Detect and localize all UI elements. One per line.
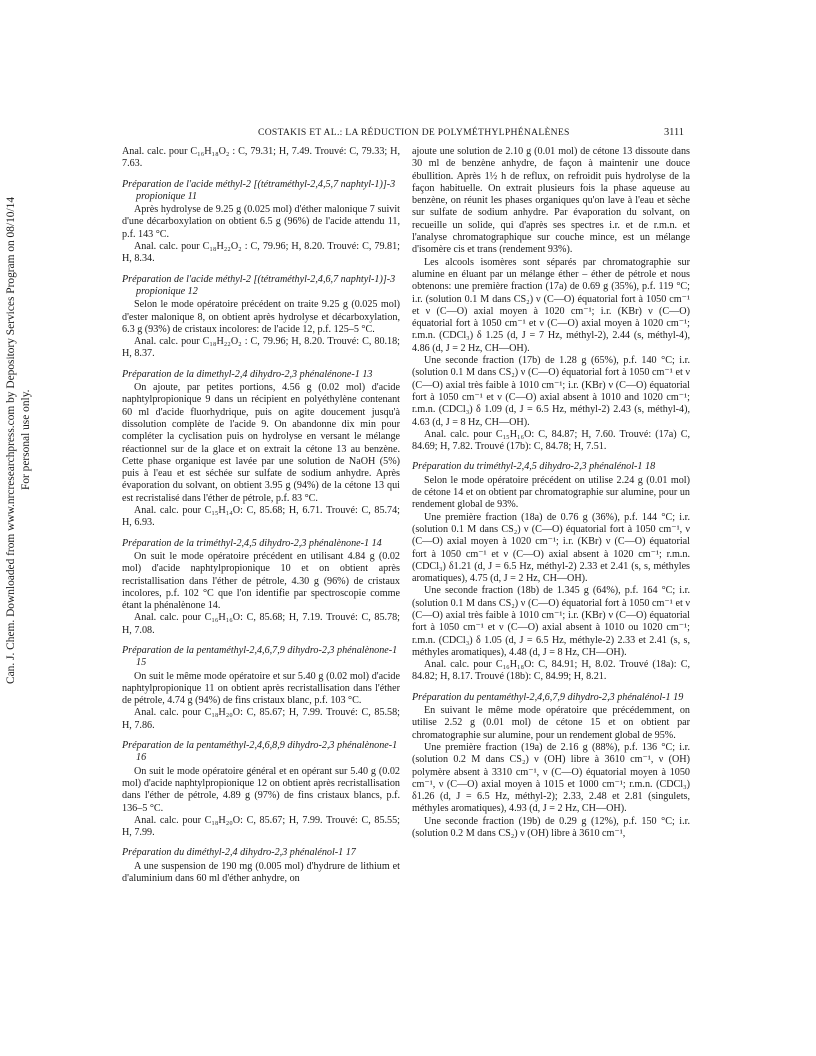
left-section-heading: Préparation de la dimethyl-2,4 dihydro-2,3 phénalénone-1 13 [122,368,373,380]
left-paragraph: Anal. calc. pour C₁₈H₂₂O₂ : C, 79.96; H, 8.20. Trouvé: C, 79.81; H, 8.34. [122,241,400,265]
left-paragraph: Anal. calc. pour C₁₆H₁₆O: C, 85.68; H, 7.19. Trouvé: C, 85.78; H, 7.08. [122,612,400,636]
right-paragraph: Anal. calc. pour C₁₆H₁₈O: C, 84.91; H, 8.02. Trouvé (18a): C, 84.82; H, 8.17. Trouvé (18b): C, 84.99; H, 8.21. [412,659,690,683]
left-paragraph: Anal. calc. pour C₁₈H₂₀O: C, 85.67; H, 7.99. Trouvé: C, 85.55; H, 7.99. [122,814,400,839]
left-paragraph: On suit le mode opératoire général et en opérant sur 5.40 g (0.02 mol) d'acide naphtylpropionique 12 on obtient après recristallisation dans l'éther de pétrole, 4.89 g (97%) de fins cristaux blancs, p.f. 136–5 °C. [122,765,400,814]
right-paragraph: Les alcools isomères sont séparés par chromatographie sur alumine en éluant par un mélange éther – éther de pétrole et nous obtenons: une première fraction (17a) de 0.69 g (35%), p.f. 119 °C; i.r. (solution 0.1 M dans CS₂) ν (C—O) équatorial fort à 1050 cm⁻¹ et ν (C—O) axial moyen à 1020 cm⁻¹; i.r. (KBr) ν (C—O) équatorial fort à 1050 cm⁻¹ et ν (C—O) axial moyen à 1020 cm⁻¹; r.m.n. (CDCl₃) δ 1.25 (d, J = 7 Hz, méthyl-2), 2.44 (s, méthyl-4), 4.86 (d, J = 2 Hz, CH—OH). [412,256,690,354]
left-paragraph: On ajoute, par petites portions, 4.56 g (0.02 mol) d'acide naphtylpropionique 9 dans un récipient en polyéthylène contenant 60 ml d'acide fluorhydrique, puis on agite doucement jusqu'à dissolution complète de l'acide 9. On abandonne dix min pour compléter la cyclisation puis on hydrolyse en versant le mélange réactionnel sur de la glace et on extrait la cétone 13 au benzène. Cette phase organique est lavée par une solution de NaOH (5%) puis à l'eau et est séchée sur sulfate de sodium anhydre. Après évaporation du solvant, on obtient 3.95 g (94%) de la cétone 13 qui est recristalisé dans l'éther de pétrole, p.f. 83 °C. [122,382,400,504]
left-paragraph: On suit le mode opératoire précédent en utilisant 4.84 g (0.02 mol) d'acide naphtylpropionique 10 et on obtient après recristallisation dans l'éther de pétrole, 4.30 g (96%) de cristaux incolores, p.f. 102 °C que l'on identifie par spectroscopie comme étant la phénalènone 14. [122,550,400,612]
right-section-heading: Préparation du triméthyl-2,4,5 dihydro-2,3 phénalénol-1 18 [412,461,656,473]
watermark-line-2: For personal use only. [20,389,32,491]
watermark-line-1: Can. J. Chem. Downloaded from www.nrcresearchpress.com by Depository Services Program on 08/10/14 [5,196,17,684]
left-paragraph: Anal. calc. pour C₁₅H₁₄O: C, 85.68; H, 6.71. Trouvé: C, 85.74; H, 6.93. [122,505,400,529]
right-paragraph: Anal. calc. pour C₁₅H₁₆O: C, 84.87; H, 7.60. Trouvé: (17a) C, 84.69; H, 7.82. Trouvé (17b): C, 84.78; H, 7.51. [412,428,690,453]
right-paragraph: ajoute une solution de 2.10 g (0.01 mol) de cétone 13 dissoute dans 30 ml de benzène anhydre, de façon à maintenir une douce ébullition. Après 1½ h de reflux, on refroidit puis hydrolyse de la façon habituelle. On extrait plusieurs fois la phase aqueuse au benzène, on réunit les phases organiques qu'on lave à l'eau et sèche sur sulfate de sodium anhydre. Par évaporation du solvant, on recueille un solide, qui d'après ses spectres i.r. et de r.m.n. et l'analyse chromatographique sur couche mince, est un mélange d'isomère cis et trans (rendement 93%). [412,146,690,256]
page-number: 3111 [663,127,684,138]
left-section-heading: Préparation de l'acide méthyl-2 [(tétraméthyl-2,4,5,7 naphtyl-1)]-3 propionique 11 [122,178,396,202]
left-paragraph: Anal. calc. pour C₁₆H₁₈O₂ : C, 79.31; H, 7.49. Trouvé: C, 79.33; H, 7.63. [122,146,400,170]
right-paragraph: Une seconde fraction (17b) de 1.28 g (65%), p.f. 140 °C; i.r. (solution 0.1 M dans CS₂) ν (C—O) équatorial fort à 1050 cm⁻¹ et ν (C—O) axial très faible à 1010 cm⁻¹; i.r. (KBr) ν (C—O) équatorial fort à 1050 cm⁻¹ et ν (C—O) axial absent à 1010 and 1020 cm⁻¹; r.m.n. (CDCl₃) δ 1.09 (d, J = 6.5 Hz, méthyl-2) 2.43 (s, méthyl-4), 4.63 (d, J = 8 Hz, CH—OH). [412,355,690,428]
left-paragraph: Après hydrolyse de 9.25 g (0.025 mol) d'éther malonique 7 suivit d'une décarboxylation on obtient 6.5 g (96%) de l'acide attendu 11, p.f. 143 °C. [122,204,400,240]
download-watermark [4,160,38,720]
right-paragraph: Une première fraction (19a) de 2.16 g (88%), p.f. 136 °C; i.r. (solution 0.2 M dans CS₂) ν (OH) libre à 3610 cm⁻¹, ν (OH) polymère absent à 3310 cm⁻¹, ν (C—O) équatorial moyen à 1050 cm⁻¹, ν (C—O) axial moyen à 1015 et 1000 cm⁻¹; r.m.n. (CDCl₃) δ1.26 (d, J = 6.5 Hz, méthyl-2); 2.33, 2.48 et 2.81 (singulets, méthyles aromatiques), 4.93 (d, J = 2 Hz, CH—OH). [412,741,690,815]
running-title: COSTAKIS ET AL.: LA RÉDUCTION DE POLYMÉTHYLPHÉNALÈNES [258,127,570,138]
left-paragraph: Selon le mode opératoire précédent on traite 9.25 g (0.025 mol) d'ester malonique 8, on obtient après hydrolyse et décarboxylation, 6.3 g (93%) de cristaux incolores: de l'acide 12, p.f. 125–5 °C. [122,299,400,335]
left-paragraph: Anal. calc. pour C₁₈H₂₂O₂ : C, 79.96; H, 8.20. Trouvé: C, 80.18; H, 8.37. [122,336,400,360]
left-paragraph: A une suspension de 190 mg (0.005 mol) d'hydrure de lithium et d'aluminium dans 60 ml d'éther anhydre, on [122,860,400,885]
left-section-heading: Préparation de la triméthyl-2,4,5 dihydro-2,3 phénalènone-1 14 [122,537,382,549]
left-paragraph: Anal. calc. pour C₁₈H₂₀O: C, 85.67; H, 7.99. Trouvé: C, 85.58; H, 7.86. [122,707,400,731]
left-section-heading: Préparation du diméthyl-2,4 dihydro-2,3 phénalénol-1 17 [122,847,356,859]
right-paragraph: En suivant le même mode opératoire que précédemment, on utilise 2.52 g (0.01 mol) de cétone 15 et on obtient par chromatographie sur alumine, pour un rendement global de 95%. [412,705,690,741]
right-section-heading: Préparation du pentaméthyl-2,4,6,7,9 dihydro-2,3 phénalénol-1 19 [412,691,684,703]
page-header [130,127,684,143]
right-paragraph: Selon le mode opératoire précédent on utilise 2.24 g (0.01 mol) de cétone 14 et on obtient par chromatographie sur alumine, pour un rendement global de 93%. [412,474,690,511]
left-section-heading: Préparation de l'acide méthyl-2 [(tétraméthyl-2,4,6,7 naphtyl-1)]-3 propionique 12 [122,273,396,297]
left-section-heading: Préparation de la pentaméthyl-2,4,6,8,9 dihydro-2,3 phénalènone-1 16 [122,740,398,764]
right-column [412,146,690,840]
left-section-heading: Préparation de la pentaméthyl-2,4,6,7,9 dihydro-2,3 phénalènone-1 15 [122,644,398,669]
left-paragraph: On suit le même mode opératoire et sur 5.40 g (0.02 mol) d'acide naphtylpropionique 11 on obtient après recristallisation dans l'éther de pétrole, 4.74 g (94%) de fins cristaux blanc, p.f. 103 °C. [122,670,400,707]
right-paragraph: Une seconde fraction (18b) de 1.345 g (64%), p.f. 164 °C; i.r. (solution 0.1 M dans CS₂) ν (C—O) équatorial fort à 1050 cm⁻¹ et ν (C—O) axial très faible à 1010 cm⁻¹; i.r. (KBr) ν (C—O) équatorial fort à 1050 cm⁻¹ et ν (C—O) axial absent à 1010 ou 1020 cm⁻¹; r.m.n. (CDCl₃) δ 1.05 (d, J = 6.5 Hz, méthyle-2) 2.33 et 2.41 (s, s, méthyles aromatiques), 4.48 (d, J = 8 Hz, CH—OH). [412,585,690,658]
right-paragraph: Une première fraction (18a) de 0.76 g (36%), p.f. 144 °C; i.r. (solution 0.1 M dans CS₂) ν (C—O) équatorial fort à 1050 cm⁻¹, ν (C—O) axial moyen à 1020 cm⁻¹; i.r. (KBr) ν (C—O) équatorial fort à 1050 cm⁻¹ et ν (C—O) axial absent à 1020 cm⁻¹; r.m.n. (CDCl₃) δ1.21 (d, J = 6.5 Hz, méthyl-2) 2.33 et 2.41 (s, s, méthyles aromatiques), 4.75 (d, J = 2 Hz, CH—OH). [412,511,690,585]
left-column [122,146,400,885]
right-paragraph: Une seconde fraction (19b) de 0.29 g (12%), p.f. 150 °C; i.r. (solution 0.2 M dans CS₂) ν (OH) libre à 3610 cm⁻¹, [412,815,690,840]
